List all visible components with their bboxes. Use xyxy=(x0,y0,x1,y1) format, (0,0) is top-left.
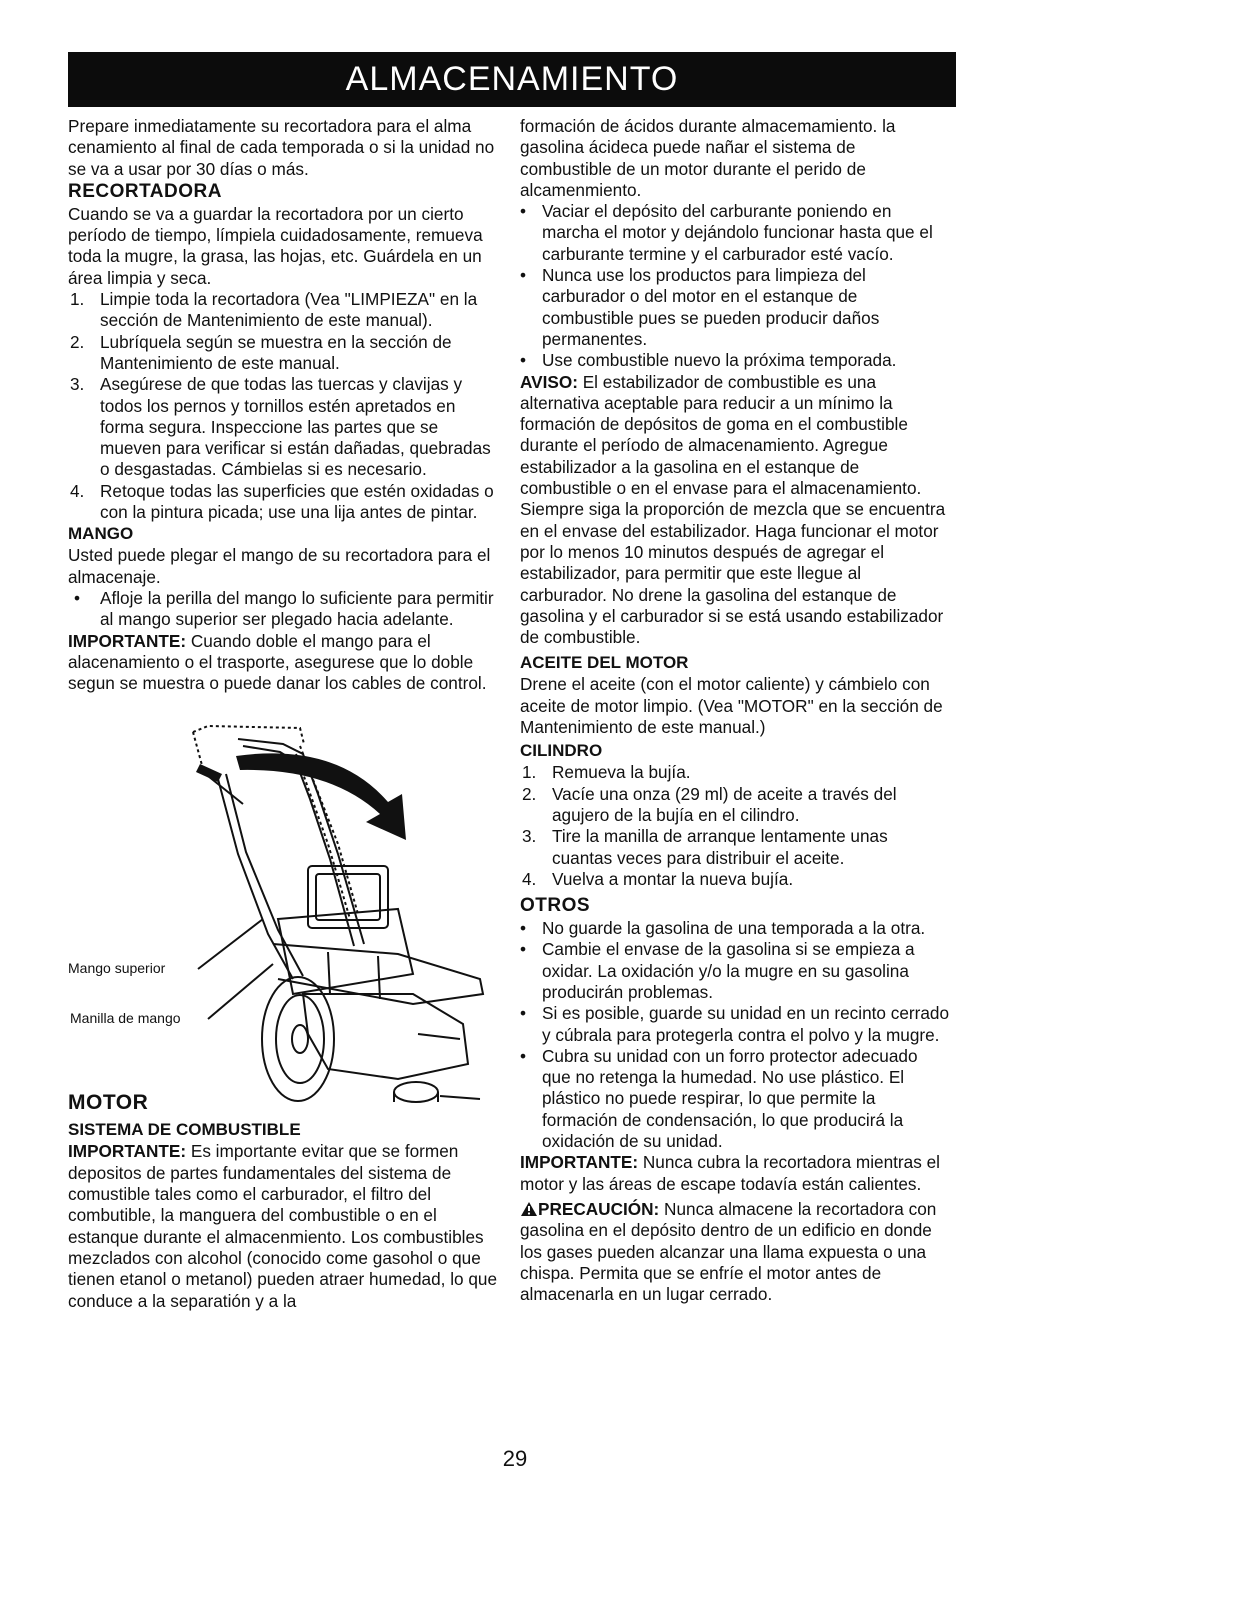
intro-paragraph: Prepare inmediatamente su recortadora para el alma cenamiento al final de cada temporada o si la unidad no se va a usar por 30 días o más. xyxy=(68,116,495,179)
warning-icon xyxy=(520,1201,538,1217)
recortadora-steps xyxy=(68,289,498,523)
fuel-system-body: IMPORTANTE: Es importante evitar que se formen depositos de partes fundamentales del sistema de comustible tales como el carburador, el filtro del combutible, la manguera del combustible o en el estanque durante el almacenmiento. Los combustibles mezclados con alcohol (conocido come gasohol o que tienen etanol o metanol) pueden atraer humedad, lo que conduce a la separatión y a la xyxy=(68,1141,498,1311)
list-item: • Use combustible nuevo la próxima temporada. xyxy=(520,350,897,371)
mango-important: IMPORTANTE: Cuando doble el mango para el alacenamiento o el trasporte, asegurese que lo doble segun se muestra o puede danar los cables de control. xyxy=(68,630,487,694)
list-item: • Vaciar el depósito del carburante poniendo en marcha el motor y dejándolo funcionar hasta que el carburante termine y el carburador esté vacío. xyxy=(520,201,933,264)
cilindro-heading: CILINDRO xyxy=(520,741,603,761)
list-item: 4. Vuelva a montar la nueva bujía. xyxy=(522,868,794,889)
motor-heading: MOTOR xyxy=(68,1091,149,1115)
list-item: • Cubra su unidad con un forro protector adecuado que no retenga la humedad. No use plástico. El plástico no puede respirar, lo que permite la formación de condensación, lo que producirá la oxidación de su unidad. xyxy=(520,1045,918,1152)
fuel-bullets xyxy=(520,201,950,371)
caption-upper-handle: Mango superior xyxy=(68,960,166,977)
cilindro-steps xyxy=(520,762,950,890)
recortadora-heading: RECORTADORA xyxy=(68,180,222,202)
page-number: 29 xyxy=(502,1446,528,1471)
section-title-banner: ALMACENAMIENTO xyxy=(68,52,956,107)
caution-paragraph: PRECAUCIÓN: Nunca almacene la recortadora con gasolina en el depósito dentro de un edificio en donde los gases pueden alcanzar una llama expuesta o una chispa. Permita que se enfríe el motor antes de almacenarla en un lugar cerrado. xyxy=(520,1198,937,1305)
continued-paragraph: formación de ácidos durante almacemamiento. la gasolina ácideca puede nañar el sistema de combustible de un motor durante el perido de alcamenmiento. xyxy=(520,116,896,200)
list-item: 3. Asegúrese de que todas las tuercas y clavijas y todos los pernos y tornillos estén apretados en forma segura. Inspeccione las partes que se mueven para verificar si están dañadas, quebradas o desgastadas. Cámbielas si es necesario. xyxy=(70,374,491,480)
otros-heading: OTROS xyxy=(520,895,591,917)
right-column xyxy=(520,116,950,1305)
list-item: 2. Lubríquela según se muestra en la sección de Mantenimiento de este manual. xyxy=(70,331,452,373)
fuel-system-heading: SISTEMA DE COMBUSTIBLE xyxy=(68,1120,301,1140)
list-item: 3. Tire la manilla de arranque lentamente unas cuantas veces para distribuir el aceite. xyxy=(522,826,888,868)
aceite-heading: ACEITE DEL MOTOR xyxy=(520,653,689,673)
list-item: 2. Vacíe una onza (29 ml) de aceite a través del agujero de la bujía en el cilindro. xyxy=(522,783,897,825)
list-item: • No guarde la gasolina de una temporada a la otra. xyxy=(520,918,926,939)
aviso-paragraph: AVISO: El estabilizador de combustible es una alternativa aceptable para reducir a un mínimo la formación de depósitos de goma en el combustible durante el período de almacenamiento. Agregue estabilizador a la gasolina en el estanque de combustible o en el envase para el almacenamiento. Siempre siga la proporción de mezcla que se encuentra en el envase del estabilizador. Haga funcionar el motor por lo menos 10 minutos después de agregar el estabilizador, para permitir que este llegue al carburador. No drene la gasolina del estanque de gasolina y el carburador si se está usando estabilizador de combustible. xyxy=(520,371,946,648)
recortadora-body: Cuando se va a guardar la recortadora por un cierto período de tiempo, límpiela cuidadosamente, remueva toda la mugre, la grasa, las hojas, etc. Guárdela en un área limpia y seca. xyxy=(68,203,483,288)
left-column xyxy=(68,116,498,1312)
list-item: • Nunca use los productos para limpieza del carburador o del motor en el estanque de combustible pues se pueden producir daños permanentes. xyxy=(520,265,880,349)
mango-heading: MANGO xyxy=(68,524,134,544)
mango-body: Usted puede plegar el mango de su recortadora para el almacenaje. xyxy=(68,545,491,587)
trimmer-drawing xyxy=(68,694,498,1119)
aceite-body: Drene el aceite (con el motor caliente) y cámbielo con aceite de motor limpio. (Vea "MOTOR" en la sección de Mantenimiento de este manual.) xyxy=(520,674,943,738)
list-item: • Afloje la perilla del mango lo suficiente para permitir al mango superior ser plegado hacia adelante. xyxy=(74,587,494,630)
otros-bullets xyxy=(520,918,950,1152)
list-item: • Cambie el envase de la gasolina si se empieza a oxidar. La oxidación y/o la mugre en su gasolina producirán problemas. xyxy=(520,939,915,1002)
mango-bullets xyxy=(68,588,498,631)
trimmer-illustration xyxy=(68,694,498,1119)
important-paragraph: IMPORTANTE: Nunca cubra la recortadora mientras el motor y las áreas de escape todavía están calientes. xyxy=(520,1152,940,1194)
list-item: 4. Retoque todas las superficies que estén oxidadas o con la pintura picada; use una lija antes de pintar. xyxy=(70,480,494,523)
list-item: 1. Remueva la bujía. xyxy=(522,762,691,783)
list-item: 1. Limpie toda la recortadora (Vea "LIMPIEZA" en la sección de Mantenimiento de este manual). xyxy=(70,289,478,331)
caption-handle-knob: Manilla de mango xyxy=(70,1010,181,1027)
list-item: • Si es posible, guarde su unidad en un recinto cerrado y cúbrala para protegerla contra el polvo y la mugre. xyxy=(520,1003,950,1045)
